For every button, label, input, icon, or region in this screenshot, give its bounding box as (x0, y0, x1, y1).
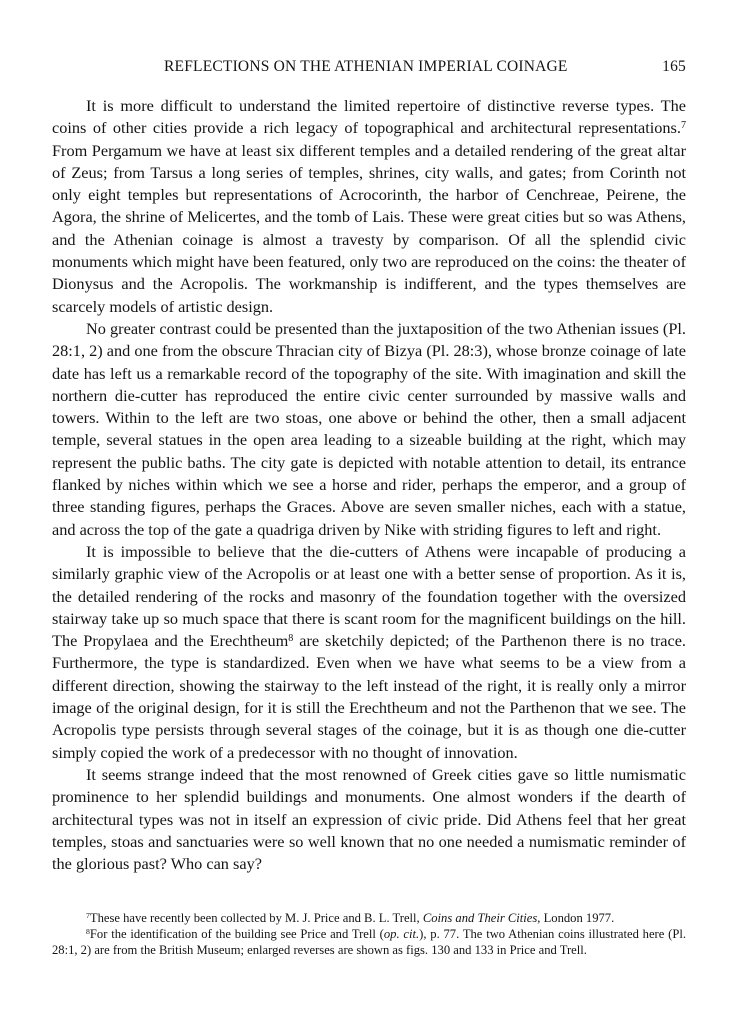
footnote-8 (52, 926, 686, 958)
footnote-7-mark: 7 (86, 911, 90, 921)
paragraph-1-text-a: It is more difficult to understand the limited repertoire of distinctive reverse types. The coins of other cities provide a rich legacy of topographical and architectural representations. (52, 96, 686, 138)
footnote-8-text-a: For the identification of the building see Price and Trell ( (89, 927, 384, 941)
paragraph-3-text-a: It is impossible to believe that the die-cutters of Athens were incapable of producing a similarly graphic view of the Acropolis or at least one with a better sense of proportion. As it is, the detailed rendering of the rocks and masonry of the foundation together with the oversized stairway take up so much space that there is scant room for the magnificent buildings on the hill. The Propylaea and the Erechtheum (52, 541, 686, 651)
footnote-7 (52, 910, 686, 926)
footnotes (52, 910, 686, 958)
paragraph-4: It seems strange indeed that the most renowned of Greek cities gave so little numismatic prominence to her splendid buildings and monuments. One almost wonders if the dearth of architectural types was not in itself an expression of civic pride. Did Athens feel that her great temples, stoas and sanctuaries were so well known that no one needed a numismatic reminder of the glorious past? Who can say? (52, 764, 686, 874)
footnote-ref-8: 8 (288, 633, 294, 645)
paragraph-3-text-b: are sketchily depicted; of the Parthenon there is no trace. Furthermore, the type is standardized. Even when we have what seems to be a view from a different direction, showing the stairway to the left instead of the right, it is really only a mirror image of the original design, for it is still the Erechtheum and not the Parthenon that we see. The Acropolis type persists through several stages of the coinage, but it is as though one die-cutter simply copied the work of a predecessor with no thought of innovation. (52, 631, 687, 762)
running-title: REFLECTIONS ON THE ATHENIAN IMPERIAL COINAGE (164, 58, 568, 75)
paragraph-2: No greater contrast could be presented than the juxtaposition of the two Athenian issues (Pl. 28:1, 2) and one from the obscure Thracian city of Bizya (Pl. 28:3), whose bronze coinage of late date has left us a remarkable record of the topography of the site. With imagination and skill the northern die-cutter has reproduced the entire civic center surrounded by massive walls and towers. Within to the left are two stoas, one above or behind the other, then a small adjacent temple, several statues in the open area leading to a sizeable building at the right, which may represent the public baths. The city gate is depicted with notable attention to detail, its entrance flanked by niches within which we see a horse and rider, perhaps the emperor, and a group of three standing figures, perhaps the Graces. Above are seven smaller niches, each with a statue, and across the top of the gate a quadriga driven by Nike with striding figures to left and right. (52, 318, 686, 539)
page-number: 165 (662, 58, 686, 75)
paragraph-1 (52, 95, 686, 318)
footnote-7-text-b: , London 1977. (537, 911, 615, 925)
paragraph-3 (52, 541, 686, 764)
footnote-7-title: Coins and Their Cities (422, 911, 538, 925)
footnote-8-text-b: ), p. 77. The two Athenian coins illustrated here (Pl. 28:1, 2) are from the British Museum; enlarged reverses are shown as figs. 130 and 133 in Price and Trell. (52, 927, 686, 957)
footnote-8-mark: 8 (86, 927, 90, 937)
footnote-ref-7: 7 (680, 120, 686, 132)
paragraph-1-text-b: From Pergamum we have at least six different temples and a detailed rendering of the great altar of Zeus; from Tarsus a long series of temples, shrines, city walls, and gates; from Corinth not only eight temples but representations of Acrocorinth, the harbor of Cenchreae, Peirene, the Agora, the shrine of Melicertes, and the tomb of Lais. These were great cities but so was Athens, and the Athenian coinage is almost a travesty by comparison. Of all the splendid civic monuments which might have been featured, only two are reproduced on the coins: the theater of Dionysus and the Acropolis. The workmanship is indifferent, and the types themselves are scarcely models of artistic design. (52, 140, 686, 316)
body-text (52, 95, 686, 875)
footnote-8-citation: op. cit. (383, 927, 420, 941)
running-header (52, 58, 686, 78)
footnote-7-text-a: These have recently been collected by M. J. Price and B. L. Trell, (89, 911, 423, 925)
